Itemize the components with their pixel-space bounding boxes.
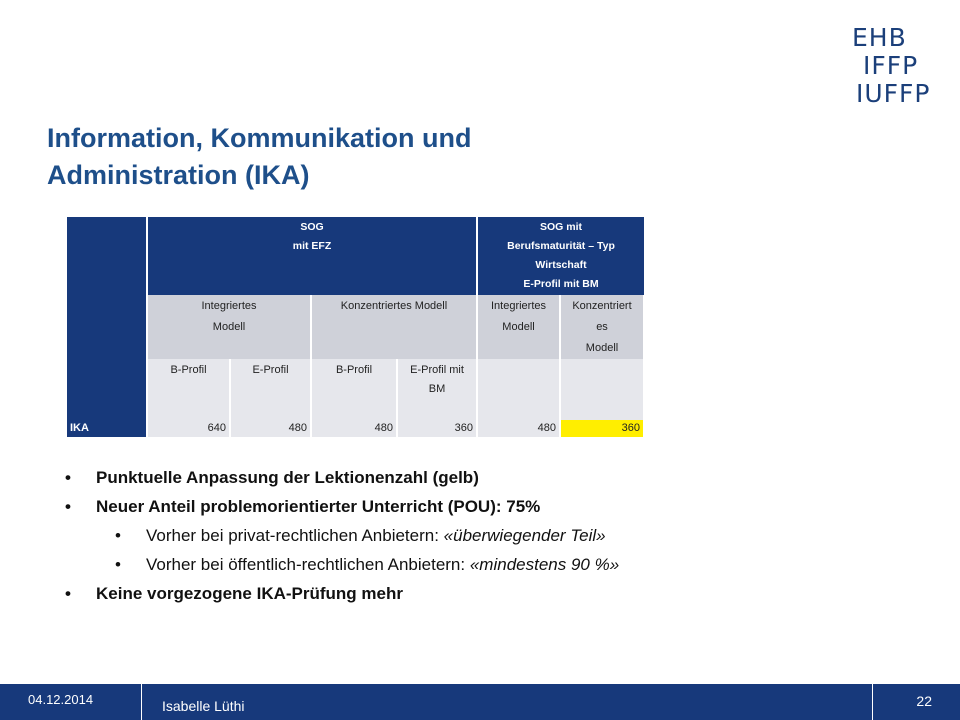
profile-b-efz-konzentriert: B-Profil	[311, 359, 397, 400]
bullet-lektionenzahl	[65, 463, 925, 492]
profile-empty-1	[477, 359, 560, 400]
bullet-dot: •	[65, 468, 71, 487]
lesson-table-wrapper	[67, 217, 645, 437]
profile-b-efz-integriert: B-Profil	[147, 359, 230, 400]
bullet-text: Vorher bei öffentlich-rechtlichen Anbietern:	[146, 555, 470, 574]
bullet-quote: «überwiegender Teil»	[443, 526, 606, 545]
bullet-dot: •	[65, 584, 71, 603]
header-sog-bm-line2: Berufsmaturität – Typ	[507, 240, 615, 252]
bullet-list	[65, 463, 925, 608]
ehb-logo	[852, 24, 931, 108]
bullet-pou	[65, 492, 925, 521]
logo-line-iffp: IFFP	[863, 51, 919, 80]
header-sog-bm-line1: SOG mit	[539, 221, 582, 233]
value-cell: 480	[230, 420, 311, 437]
profile-e-bm-konzentriert	[397, 359, 477, 400]
page-number: 22	[916, 693, 932, 709]
spacer-cell	[397, 400, 477, 420]
bullet-text: Neuer Anteil problemorientierter Unterricht (POU): 75%	[96, 497, 541, 516]
value-cell: 640	[147, 420, 230, 437]
profile-e-bm-line1: E-Profil mit	[410, 364, 464, 376]
profile-empty-2	[560, 359, 644, 400]
model-konzentriert-bm-line1: Konzentriert	[572, 300, 632, 312]
profile-e-bm-line2: BM	[428, 383, 446, 395]
lesson-table	[67, 217, 645, 437]
model-integriert-efz	[147, 295, 311, 359]
spacer-cell	[230, 400, 311, 420]
row-label-ika: IKA	[67, 420, 147, 437]
header-sog-efz	[147, 217, 477, 295]
model-konzentriert-bm-line3: Modell	[585, 342, 619, 354]
value-cell: 360	[397, 420, 477, 437]
spacer-row-label	[67, 400, 147, 420]
profile-row-label	[67, 359, 147, 400]
header-sog-efz-line2: mit EFZ	[292, 240, 332, 252]
model-konzentriert-bm	[560, 295, 644, 359]
header-sog-bm-line3: Wirtschaft	[535, 259, 587, 271]
model-integriert-bm-line2: Modell	[502, 321, 535, 333]
bullet-dot: •	[65, 497, 71, 516]
value-cell: 480	[311, 420, 397, 437]
spacer-cell	[311, 400, 397, 420]
value-cell-highlighted: 360	[560, 420, 644, 437]
header-sog-bm-line4: E-Profil mit BM	[523, 278, 599, 290]
footer-bar	[0, 684, 960, 720]
spacer-cell	[147, 400, 230, 420]
subbullet-privat	[65, 521, 925, 550]
footer-date: 04.12.2014	[28, 692, 94, 707]
bullet-dot: •	[115, 526, 121, 545]
header-corner-cell	[67, 217, 147, 359]
header-sog-bm	[477, 217, 644, 295]
value-cell: 480	[477, 420, 560, 437]
bullet-pruefung	[65, 579, 925, 608]
model-integriert-efz-line2: Modell	[212, 321, 246, 333]
slide-title-line2: Administration (IKA)	[47, 160, 310, 190]
subbullet-oeffentlich	[65, 550, 925, 579]
slide-title	[47, 120, 747, 194]
spacer-cell	[560, 400, 644, 420]
footer-divider	[872, 684, 873, 720]
spacer-cell	[477, 400, 560, 420]
profile-e-efz-integriert: E-Profil	[230, 359, 311, 400]
bullet-quote: «mindestens 90 %»	[469, 555, 620, 574]
bullet-text: Punktuelle Anpassung der Lektionenzahl (gelb)	[96, 468, 479, 487]
footer-author: Isabelle Lüthi	[162, 698, 245, 714]
logo-line-iuffp: IUFFP	[856, 79, 931, 108]
model-konzentriert-efz: Konzentriertes Modell	[311, 295, 477, 359]
model-integriert-efz-line1: Integriertes	[201, 300, 257, 312]
footer-divider	[141, 684, 142, 720]
bullet-text: Vorher bei privat-rechtlichen Anbietern:	[146, 526, 444, 545]
model-integriert-bm	[477, 295, 560, 359]
logo-line-ehb: EHB	[852, 23, 907, 52]
bullet-dot: •	[115, 555, 121, 574]
model-integriert-bm-line1: Integriertes	[490, 300, 547, 312]
model-konzentriert-bm-line2: es	[596, 321, 608, 333]
slide-title-line1: Information, Kommunikation und	[47, 123, 472, 153]
header-sog-efz-line1: SOG	[300, 221, 324, 233]
bullet-text: Keine vorgezogene IKA-Prüfung mehr	[96, 584, 403, 603]
